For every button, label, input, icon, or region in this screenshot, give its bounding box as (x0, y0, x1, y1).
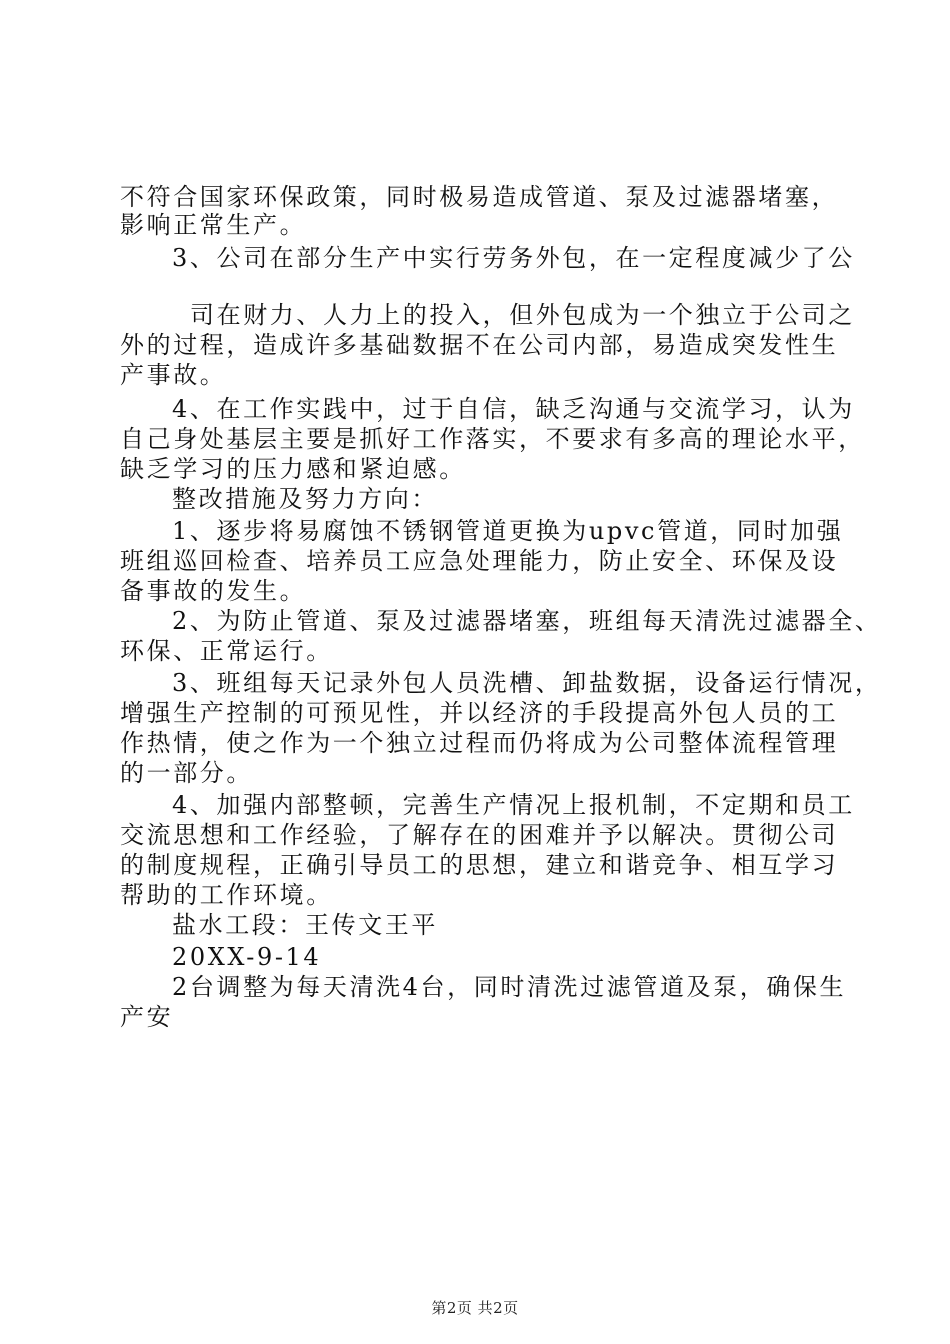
text-line: 4、在工作实践中，过于自信，缺乏沟通与交流学习，认为 (172, 395, 855, 423)
date-line: 20XX-9-14 (172, 943, 322, 971)
text-line: 环保、正常运行。 (120, 637, 333, 665)
text-line: 缺乏学习的压力感和紧迫感。 (120, 455, 466, 483)
text-line: 的一部分。 (120, 759, 253, 787)
text-line: 影响正常生产。 (120, 211, 307, 239)
page-number: 第2页 共2页 (431, 1299, 519, 1317)
text-line: 2台调整为每天清洗4台，同时清洗过滤管道及泵，确保生 (172, 973, 847, 1001)
text-line: 的制度规程，正确引导员工的思想，建立和谐竞争、相互学习 (120, 851, 839, 879)
signature-line: 盐水工段：王传文王平 (172, 911, 438, 939)
text-line: 产安 (120, 1003, 174, 1031)
text-line: 1、逐步将易腐蚀不锈钢管道更换为upvc管道，同时加强 (172, 517, 844, 545)
text-line: 交流思想和工作经验，了解存在的困难并予以解决。贯彻公司 (120, 821, 839, 849)
text-line: 外的过程，造成许多基础数据不在公司内部，易造成突发性生 (120, 331, 839, 359)
text-line: 备事故的发生。 (120, 577, 307, 605)
text-line: 作热情，使之作为一个独立过程而仍将成为公司整体流程管理 (120, 729, 839, 757)
text-line: 4、加强内部整顿，完善生产情况上报机制，不定期和员工 (172, 791, 855, 819)
text-line: 3、班组每天记录外包人员洗槽、卸盐数据，设备运行情况， (172, 669, 882, 697)
text-line: 2、为防止管道、泵及过滤器堵塞，班组每天清洗过滤器全、 (172, 607, 882, 635)
text-line: 产事故。 (120, 361, 227, 389)
text-line: 自己身处基层主要是抓好工作落实，不要求有多高的理论水平， (120, 425, 865, 453)
text-line: 增强生产控制的可预见性，并以经济的手段提高外包人员的工 (120, 699, 839, 727)
text-line: 不符合国家环保政策，同时极易造成管道、泵及过滤器堵塞， (120, 183, 839, 211)
text-line: 司在财力、人力上的投入，但外包成为一个独立于公司之 (190, 301, 855, 329)
text-line: 班组巡回检查、培养员工应急处理能力，防止安全、环保及设 (120, 547, 839, 575)
section-heading: 整改措施及努力方向： (172, 485, 438, 513)
text-line: 3、公司在部分生产中实行劳务外包，在一定程度减少了公 (172, 244, 855, 272)
text-line: 帮助的工作环境。 (120, 881, 333, 909)
